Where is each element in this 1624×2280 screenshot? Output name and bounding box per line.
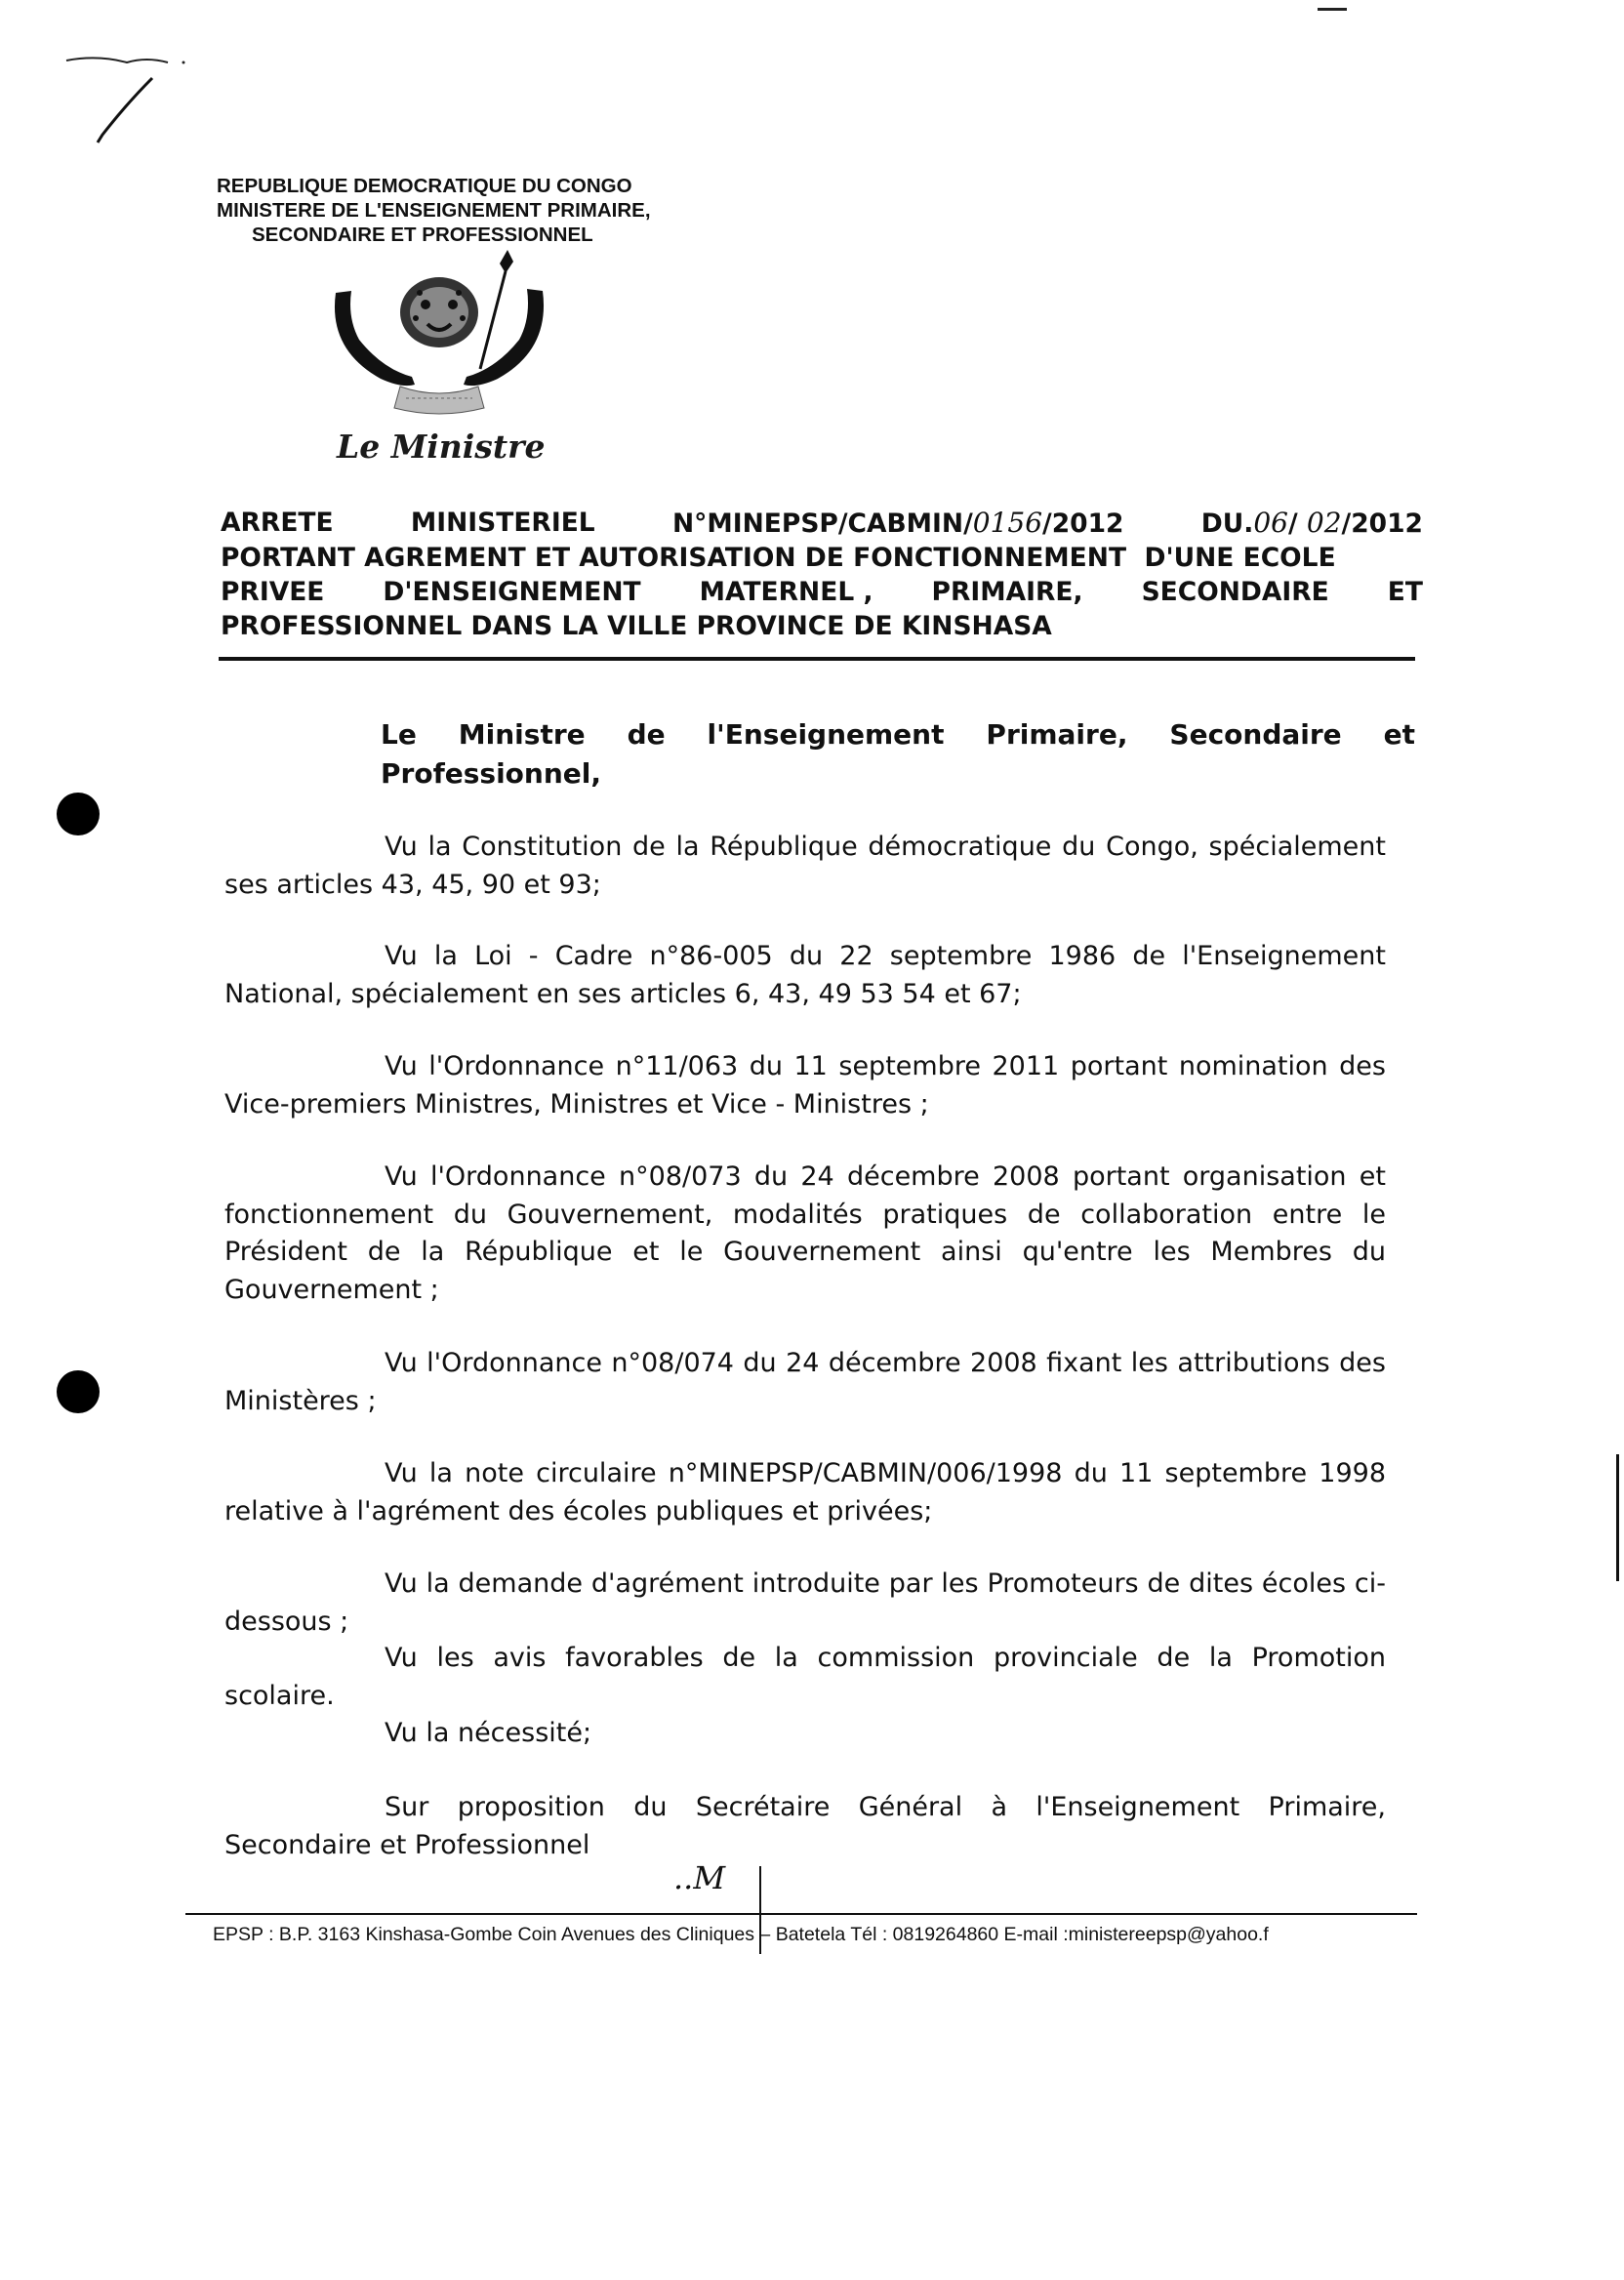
intro-line-2: Professionnel, — [381, 757, 601, 790]
vu-ordonnance-attributions: Vu l'Ordonnance n°08/074 du 24 décembre 2008 fixant les attributions des Ministères ; — [224, 1348, 1386, 1416]
vu-necessite: Vu la nécessité; — [385, 1718, 592, 1748]
handwritten-number: 0156 — [972, 507, 1043, 539]
handwritten-day: 06 — [1253, 507, 1288, 539]
punch-hole-bottom — [57, 1370, 100, 1413]
title-line-3: PRIVEE D'ENSEIGNEMENT MATERNEL , PRIMAIRE, SECONDAIRE ET — [221, 577, 1423, 607]
sur-proposition: Sur proposition du Secrétaire Général à l'Enseignement Primaire, Secondaire et Professionnel — [224, 1792, 1386, 1860]
title-word-ministeriel: MINISTERIEL — [410, 508, 595, 538]
handwritten-month: 02 — [1306, 507, 1342, 539]
minister-signature-title: Le Ministre — [337, 428, 546, 466]
scan-mark-top — [1318, 8, 1347, 11]
vu-note-circulaire: Vu la note circulaire n°MINEPSP/CABMIN/006/1998 du 11 septembre 1998 relative à l'agrément des écoles publiques et privées; — [224, 1458, 1386, 1527]
intro-line-1: Le Ministre de l'Enseignement Primaire, Secondaire et — [381, 718, 1415, 751]
header-line-ministry: MINISTERE DE L'ENSEIGNEMENT PRIMAIRE, — [217, 199, 651, 222]
punch-hole-top — [57, 793, 100, 835]
vu-demande-agrement: Vu la demande d'agrément introduite par les Promoteurs de dites écoles ci-dessous ; — [224, 1568, 1386, 1637]
title-line-1 — [221, 506, 1423, 541]
handwritten-mark — [59, 49, 205, 146]
header-line-republic: REPUBLIQUE DEMOCRATIQUE DU CONGO — [217, 175, 632, 197]
header-line-department: SECONDAIRE ET PROFESSIONNEL — [252, 224, 593, 246]
vu-loi-cadre: Vu la Loi - Cadre n°86-005 du 22 septembre 1986 de l'Enseignement National, spécialement en ses articles 6, 43, 49 53 54 et 67; — [224, 941, 1386, 1009]
footer-rule — [185, 1913, 1417, 1915]
decree-date: DU.06/ 02/2012 — [1200, 507, 1423, 539]
vu-ordonnance-organisation: Vu l'Ordonnance n°08/073 du 24 décembre 2008 portant organisation et fonctionnement du Gouvernement, modalités pratiques de collaboration entre le Président de la République et le Gouvernement ainsi qu'entre les Membres du Gouvernement ; — [224, 1161, 1386, 1305]
decree-title — [221, 506, 1423, 643]
scan-edge-line — [1616, 1454, 1619, 1581]
title-line-4: PROFESSIONNEL DANS LA VILLE PROVINCE DE KINSHASA — [221, 611, 1052, 641]
handwritten-initials: ..M — [673, 1859, 726, 1896]
vu-ordonnance-nomination: Vu l'Ordonnance n°11/063 du 11 septembre 2011 portant nomination des Vice-premiers Ministres, Ministres et Vice - Ministres ; — [224, 1051, 1386, 1120]
vu-constitution: Vu la Constitution de la République démocratique du Congo, spécialement ses articles 43, 45, 90 et 93; — [224, 832, 1386, 900]
title-line-2: PORTANT AGREMENT ET AUTORISATION DE FONCTIONNEMENT D'UNE ECOLE — [221, 543, 1336, 573]
leopard-head-emblem-icon — [322, 242, 556, 437]
vu-avis-favorables: Vu les avis favorables de la commission provinciale de la Promotion scolaire. — [224, 1643, 1386, 1711]
title-word-arrete: ARRETE — [221, 508, 334, 538]
footer-contact: EPSP : B.P. 3163 Kinshasa-Gombe Coin Avenues des Cliniques – Batetela Tél : 0819264860 E-mail :ministereepsp@yahoo.f — [213, 1924, 1269, 1945]
intro-minister — [381, 715, 1415, 794]
ministry-header — [217, 174, 651, 247]
title-underline-rule — [219, 657, 1415, 661]
decree-number: N°MINEPSP/CABMIN/0156/2012 — [671, 507, 1124, 539]
